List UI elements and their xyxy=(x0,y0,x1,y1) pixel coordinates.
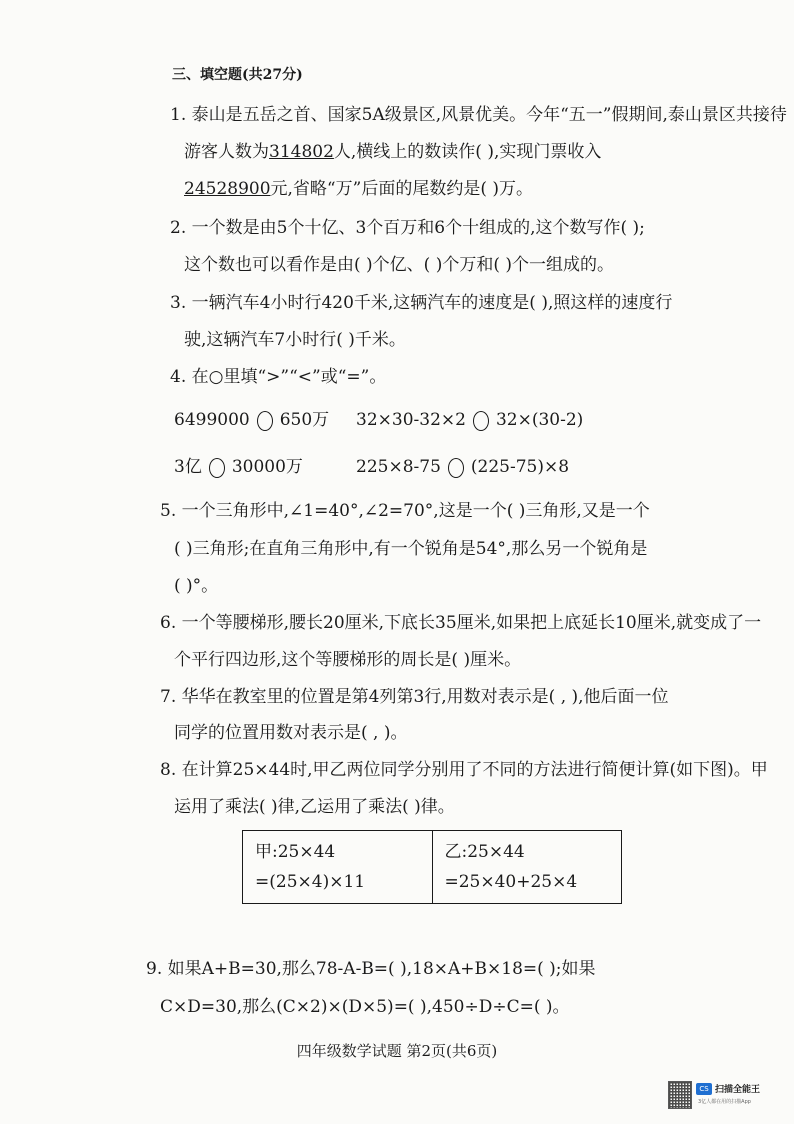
q6-line1: 6. 一个等腰梯形,腰长20厘米,下底长35厘米,如果把上底延长10厘米,就变成了一 xyxy=(160,613,762,633)
q1-income-number: 24528900 xyxy=(184,179,271,199)
q2-line2: 这个数也可以看作是由( )个亿、( )个万和( )个一组成的。 xyxy=(184,255,615,275)
calculation-table xyxy=(242,830,622,904)
q5-line3: ( )°。 xyxy=(174,576,219,596)
q3-line2: 驶,这辆汽车7小时行( )千米。 xyxy=(184,330,406,350)
q9-line1: 9. 如果A+B=30,那么78-A-B=( ),18×A+B×18=( );如果 xyxy=(146,959,596,979)
q1-visitor-number: 314802 xyxy=(269,142,334,162)
page-footer: 四年级数学试题 第2页(共6页) xyxy=(296,1042,498,1060)
q1-line1: 1. 泰山是五岳之首、国家5A级景区,风景优美。今年“五一”假期间,泰山景区共接待 xyxy=(170,105,787,125)
compare-circle-icon[interactable] xyxy=(448,458,464,478)
q1-line2: 游客人数为314802人,横线上的数读作( ),实现门票收入 xyxy=(184,142,602,162)
q4-row1-left: 6499000 650万 xyxy=(174,410,330,430)
scanner-app-name: 扫描全能王 xyxy=(715,1085,761,1095)
q3-line1: 3. 一辆汽车4小时行420千米,这辆汽车的速度是( ),照这样的速度行 xyxy=(170,293,673,313)
q8-line1: 8. 在计算25×44时,甲乙两位同学分别用了不同的方法进行简便计算(如下图)。甲 xyxy=(160,760,768,780)
q4-row2-left: 3亿 30000万 xyxy=(174,457,303,477)
scanner-watermark xyxy=(668,1081,766,1111)
section-title: 三、填空题(共27分) xyxy=(172,67,303,83)
compare-circle-icon[interactable] xyxy=(257,411,273,431)
method-yi: 乙:25×44 =25×40+25×4 xyxy=(432,831,622,904)
scanner-tagline: 3亿人都在用的扫描App xyxy=(698,1099,751,1105)
q6-line2: 个平行四边形,这个等腰梯形的周长是( )厘米。 xyxy=(174,650,522,670)
q9-line2: C×D=30,那么(C×2)×(D×5)=( ),450÷D÷C=( )。 xyxy=(160,997,570,1017)
compare-circle-icon[interactable] xyxy=(473,411,489,431)
qr-code-icon xyxy=(668,1081,692,1109)
q4-instruction: 4. 在○里填“>”“<”或“=”。 xyxy=(170,367,387,387)
q5-line1: 5. 一个三角形中,∠1=40°,∠2=70°,这是一个( )三角形,又是一个 xyxy=(160,501,650,521)
q4-row2-right: 225×8-75 (225-75)×8 xyxy=(356,457,570,477)
camscanner-logo-icon: CS xyxy=(696,1083,712,1095)
method-jia: 甲:25×44 =(25×4)×11 xyxy=(243,831,433,904)
q1-line3: 24528900元,省略“万”后面的尾数约是( )万。 xyxy=(184,179,533,199)
q7-line2: 同学的位置用数对表示是( , )。 xyxy=(174,723,408,743)
q2-line1: 2. 一个数是由5个十亿、3个百万和6个十组成的,这个数写作( ); xyxy=(170,218,645,238)
q8-line2: 运用了乘法( )律,乙运用了乘法( )律。 xyxy=(174,797,455,817)
q5-line2: ( )三角形;在直角三角形中,有一个锐角是54°,那么另一个锐角是 xyxy=(174,539,648,559)
q7-line1: 7. 华华在教室里的位置是第4列第3行,用数对表示是( , ),他后面一位 xyxy=(160,687,669,707)
q4-row1-right: 32×30-32×2 32×(30-2) xyxy=(356,410,584,430)
compare-circle-icon[interactable] xyxy=(209,458,225,478)
